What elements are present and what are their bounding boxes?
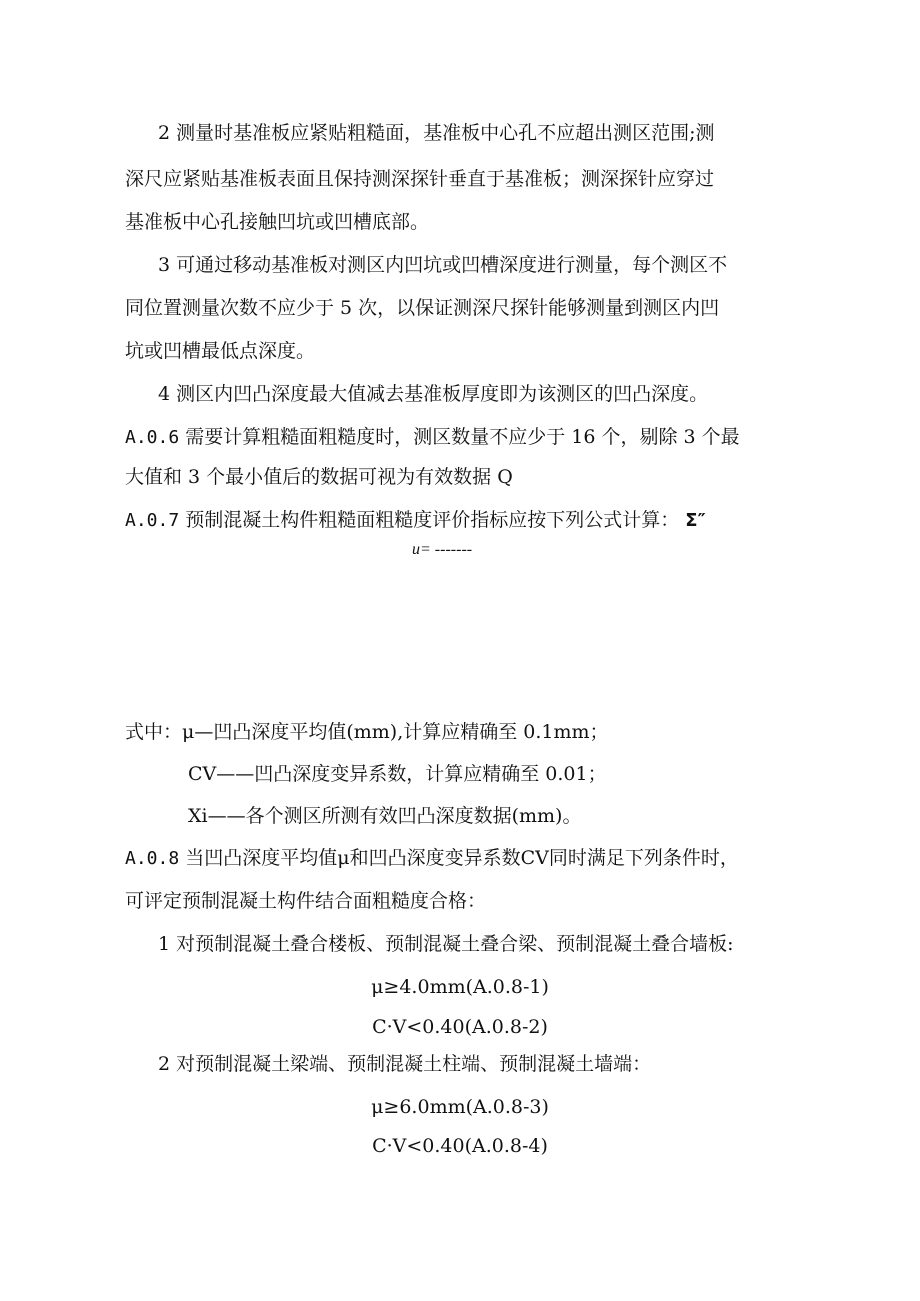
paragraph-2-line-1: 2 测量时基准板应紧贴粗糙面，基准板中心孔不应超出测区范围;测 <box>158 122 715 144</box>
formula-a08-1: μ≥4.0mm(A.0.8-1) <box>371 976 549 998</box>
clause-a06-text: 需要计算粗糙面粗糙度时，测区数量不应少于 16 个，剔除 3 个最 <box>185 426 740 448</box>
paragraph-2-line-2: 深尺应紧贴基准板表面且保持测深探针垂直于基准板；测深探针应穿过 <box>125 168 715 190</box>
clause-a06-line-1 <box>125 425 740 450</box>
clause-a08-line-2: 可评定预制混凝土构件结合面粗糙度合格： <box>125 890 487 912</box>
clause-a07-line <box>125 508 706 533</box>
paragraph-3-line-1: 3 可通过移动基准板对测区内凹坑或凹槽深度进行测量，每个测区不 <box>158 254 728 276</box>
clause-a06-line-2: 大值和 3 个最小值后的数据可视为有效数据 Q <box>125 466 513 488</box>
clause-a08-text: 当凹凸深度平均值μ和凹凸深度变异系数CV同时满足下列条件时， <box>185 847 739 869</box>
clause-a08-line-1 <box>125 846 739 871</box>
where-line-2: CV——凹凸深度变异系数，计算应精确至 0.01； <box>188 763 607 785</box>
clause-a07-text: 预制混凝土构件粗糙面粗糙度评价指标应按下列公式计算： <box>185 509 680 531</box>
formula-a08-4: C·V<0.40(A.0.8-4) <box>372 1135 548 1157</box>
paragraph-3-line-3: 坑或凹槽最低点深度。 <box>125 340 316 362</box>
where-line-1: 式中：μ—凹凸深度平均值(mm),计算应精确至 0.1mm； <box>125 721 609 743</box>
condition-1-text: 1 对预制混凝土叠合楼板、预制混凝土叠合梁、预制混凝土叠合墙板: <box>158 933 734 955</box>
where-line-3: Xi——各个测区所测有效凹凸深度数据(mm)。 <box>188 805 582 827</box>
condition-2-text: 2 对预制混凝土梁端、预制混凝土柱端、预制混凝土墙端： <box>158 1053 652 1075</box>
clause-a06-number: A.0.6 <box>125 427 180 448</box>
paragraph-2-line-3: 基准板中心孔接触凹坑或凹槽底部。 <box>125 211 430 233</box>
roughness-formula: u= ------- <box>412 541 473 558</box>
clause-a07-number: A.0.7 <box>125 510 180 531</box>
formula-a08-3: μ≥6.0mm(A.0.8-3) <box>371 1096 549 1118</box>
paragraph-3-line-2: 同位置测量次数不应少于 5 次，以保证测深尺探针能够测量到测区内凹 <box>125 297 720 319</box>
formula-a08-2: C·V<0.40(A.0.8-2) <box>372 1016 548 1038</box>
paragraph-4-line-1: 4 测区内凹凸深度最大值减去基准板厚度即为该测区的凹凸深度。 <box>158 383 709 405</box>
clause-a08-number: A.0.8 <box>125 848 180 869</box>
sigma-symbol: Σ″ <box>685 510 706 531</box>
